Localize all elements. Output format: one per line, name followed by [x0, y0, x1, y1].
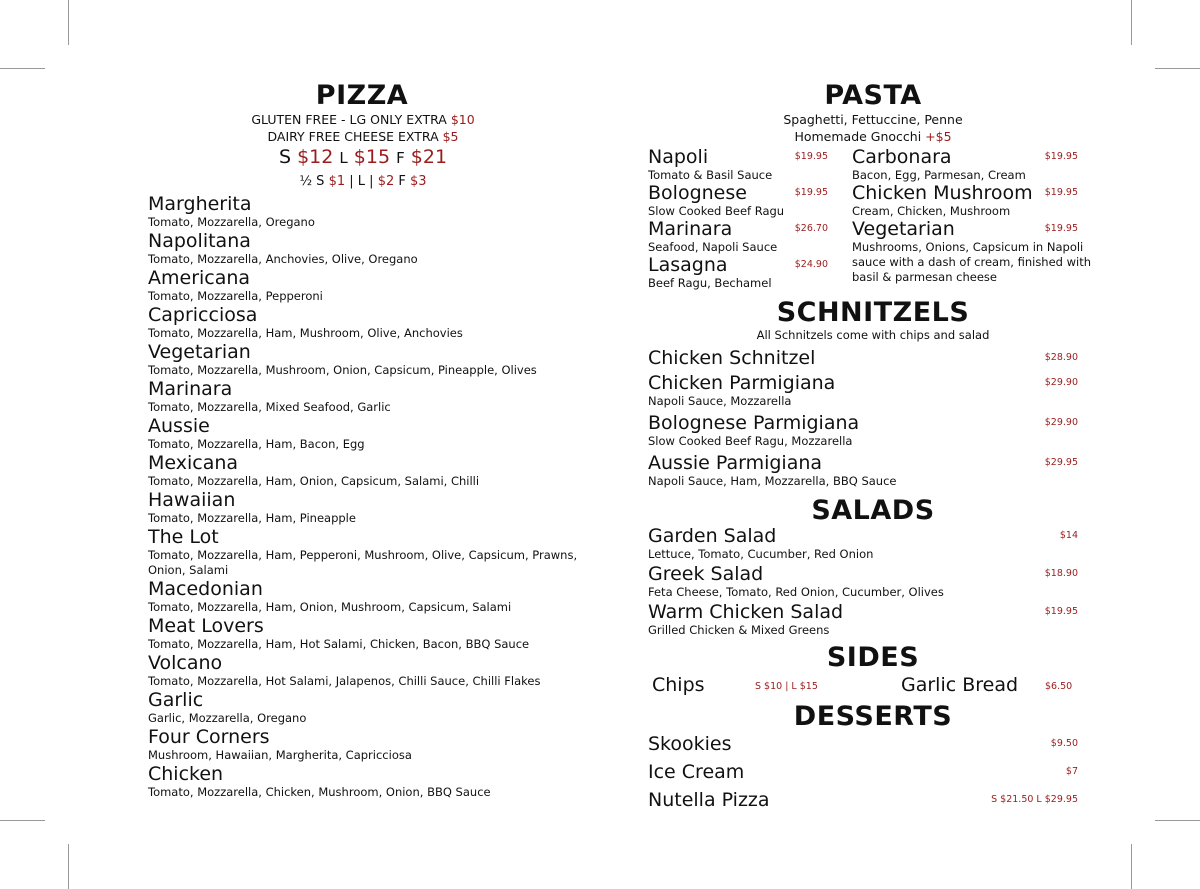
pasta-item	[648, 219, 828, 255]
item-price: $19.95	[1044, 606, 1078, 617]
item-name: Chicken Mushroom	[852, 182, 1033, 204]
pizza-section	[148, 80, 578, 800]
pasta-grid	[648, 147, 1098, 291]
item-description: Tomato, Mozzarella, Ham, Mushroom, Olive, Anchovies	[148, 326, 463, 340]
crop-mark	[1131, 844, 1132, 889]
pizza-item	[148, 194, 578, 230]
pizza-item	[148, 305, 578, 341]
chips-name: Chips	[652, 674, 705, 696]
schnitzels-subtitle: All Schnitzels come with chips and salad	[756, 328, 990, 342]
item-price: $14	[1059, 530, 1078, 541]
pasta-item	[648, 147, 828, 183]
dessert-item	[648, 734, 1078, 755]
item-description: Garlic, Mozzarella, Oregano	[148, 711, 307, 725]
item-description: Tomato, Mozzarella, Ham, Bacon, Egg	[148, 437, 365, 451]
item-price: $9.50	[1050, 738, 1078, 749]
item-price: $19.95	[1044, 151, 1078, 162]
item-description: Tomato, Mozzarella, Ham, Pineapple	[148, 511, 356, 525]
crop-mark	[0, 68, 45, 69]
pasta-subtitle: Spaghetti, Fettuccine, Penne	[783, 112, 963, 127]
item-name: Lasagna	[648, 254, 728, 276]
crop-mark	[0, 820, 45, 821]
item-description: Tomato, Mozzarella, Pepperoni	[148, 289, 323, 303]
item-name: Napolitana	[148, 230, 251, 252]
item-name: Chicken Parmigiana	[648, 372, 836, 394]
item-name: Garlic	[148, 689, 204, 711]
item-description: Tomato, Mozzarella, Anchovies, Olive, Oregano	[148, 252, 418, 266]
gluten-free-note: GLUTEN FREE - LG ONLY EXTRA $10	[251, 112, 475, 127]
pizza-item	[148, 727, 578, 763]
schnitzel-item	[648, 453, 1078, 489]
item-price: $19.95	[794, 187, 828, 198]
item-description: Slow Cooked Beef Ragu, Mozzarella	[648, 434, 853, 448]
item-name: The Lot	[148, 526, 219, 548]
item-description: Napoli Sauce, Ham, Mozzarella, BBQ Sauce	[648, 474, 897, 488]
dairy-free-note: DAIRY FREE CHEESE EXTRA $5	[267, 129, 459, 144]
pizza-item	[148, 416, 578, 452]
item-price: $29.90	[1044, 377, 1078, 388]
item-name: Marinara	[648, 218, 733, 240]
item-name: Napoli	[648, 146, 709, 168]
item-description: Tomato, Mozzarella, Mixed Seafood, Garlic	[148, 400, 391, 414]
crop-mark	[68, 844, 69, 889]
schnitzels-title: SCHNITZELS	[776, 297, 970, 328]
pizza-item	[148, 490, 578, 526]
item-name: Chicken	[148, 763, 224, 785]
pasta-item	[852, 219, 1098, 285]
item-description: Tomato, Mozzarella, Ham, Hot Salami, Chicken, Bacon, BBQ Sauce	[148, 637, 530, 651]
item-name: Aussie	[148, 415, 210, 437]
item-name: Margherita	[148, 193, 252, 215]
pizza-size-prices: S $12 L $15 F $21	[278, 146, 448, 168]
item-name: Skookies	[648, 733, 732, 755]
salad-item	[648, 564, 1078, 600]
item-name: Volcano	[148, 652, 223, 674]
item-name: Chicken Schnitzel	[648, 347, 816, 369]
dessert-item	[648, 762, 1078, 783]
salad-item	[648, 526, 1078, 562]
item-name: Nutella Pizza	[648, 789, 770, 811]
item-description: Feta Cheese, Tomato, Red Onion, Cucumber, Olives	[648, 585, 944, 599]
item-description: Grilled Chicken & Mixed Greens	[648, 623, 830, 637]
schnitzel-item	[648, 348, 1078, 369]
schnitzel-list	[648, 348, 1078, 489]
crop-mark	[1155, 820, 1200, 821]
item-price: $19.95	[794, 151, 828, 162]
item-name: Bolognese Parmigiana	[648, 412, 860, 434]
item-name: Vegetarian	[148, 341, 251, 363]
pizza-item	[148, 268, 578, 304]
item-price: $24.90	[794, 259, 828, 270]
item-name: Marinara	[148, 378, 233, 400]
desserts-title: DESSERTS	[793, 701, 953, 732]
item-description: Tomato, Mozzarella, Hot Salami, Jalapenos, Chilli Sauce, Chilli Flakes	[148, 674, 541, 688]
item-name: Bolognese	[648, 182, 747, 204]
pizza-item	[148, 527, 578, 578]
pizza-item	[148, 616, 578, 652]
item-description: Mushrooms, Onions, Capsicum in Napoli sauce with a dash of cream, finished with basil & parmesan cheese	[852, 240, 1092, 284]
garlic-bread-price: $6.50	[1045, 681, 1073, 692]
item-price: $29.90	[1044, 417, 1078, 428]
pasta-item	[852, 183, 1098, 219]
pasta-item	[648, 183, 828, 219]
pasta-left-list	[648, 147, 828, 291]
item-description: Lettuce, Tomato, Cucumber, Red Onion	[648, 547, 874, 561]
dessert-item	[648, 790, 1078, 811]
pizza-item	[148, 453, 578, 489]
pizza-item	[148, 231, 578, 267]
crop-mark	[68, 0, 69, 45]
pizza-item	[148, 342, 578, 378]
item-description: Tomato, Mozzarella, Ham, Onion, Mushroom, Capsicum, Salami	[148, 600, 512, 614]
item-name: Ice Cream	[648, 761, 745, 783]
item-description: Tomato, Mozzarella, Oregano	[148, 215, 315, 229]
sides-title: SIDES	[826, 642, 920, 673]
pizza-list	[148, 194, 578, 800]
pizza-item	[148, 690, 578, 726]
salad-list	[648, 526, 1078, 638]
salads-title: SALADS	[811, 495, 935, 526]
item-description: Mushroom, Hawaiian, Margherita, Capricciosa	[148, 748, 412, 762]
item-description: Slow Cooked Beef Ragu	[648, 204, 785, 218]
chips-price: S $10 | L $15	[755, 681, 818, 692]
schnitzel-item	[648, 413, 1078, 449]
item-name: Macedonian	[148, 578, 263, 600]
item-price: $28.90	[1044, 352, 1078, 363]
pasta-item	[852, 147, 1098, 183]
schnitzel-item	[648, 373, 1078, 409]
half-half-prices: ½ S $1 | L | $2 F $3	[299, 174, 427, 189]
item-price: $19.95	[1044, 187, 1078, 198]
item-price: $26.70	[794, 223, 828, 234]
garlic-bread-name: Garlic Bread	[901, 674, 1019, 696]
item-price: $7	[1065, 766, 1078, 777]
pizza-item	[148, 579, 578, 615]
item-name: Capricciosa	[148, 304, 258, 326]
item-name: Americana	[148, 267, 251, 289]
right-column	[648, 80, 1098, 811]
item-name: Greek Salad	[648, 563, 764, 585]
item-description: Tomato, Mozzarella, Ham, Pepperoni, Mushroom, Olive, Capsicum, Prawns, Onion, Salami	[148, 548, 578, 577]
dessert-list	[648, 734, 1078, 811]
item-name: Four Corners	[148, 726, 270, 748]
item-price: $18.90	[1044, 568, 1078, 579]
crop-mark	[1131, 0, 1132, 45]
item-name: Hawaiian	[148, 489, 236, 511]
item-description: Bacon, Egg, Parmesan, Cream	[852, 168, 1026, 182]
item-description: Seafood, Napoli Sauce	[648, 240, 778, 254]
item-name: Garden Salad	[648, 525, 777, 547]
item-price: S $21.50 L $29.95	[991, 794, 1078, 805]
pizza-title: PIZZA	[315, 80, 409, 111]
item-name: Aussie Parmigiana	[648, 452, 823, 474]
item-name: Mexicana	[148, 452, 239, 474]
item-description: Tomato, Mozzarella, Ham, Onion, Capsicum, Salami, Chilli	[148, 474, 480, 488]
pasta-right-list	[852, 147, 1098, 291]
pizza-item	[148, 653, 578, 689]
pizza-item	[148, 379, 578, 415]
item-name: Warm Chicken Salad	[648, 601, 844, 623]
crop-mark	[1155, 68, 1200, 69]
item-price: $29.95	[1044, 457, 1078, 468]
item-name: Meat Lovers	[148, 615, 264, 637]
pasta-title: PASTA	[824, 80, 922, 111]
item-description: Tomato & Basil Sauce	[648, 168, 773, 182]
pasta-item	[648, 255, 828, 291]
item-description: Napoli Sauce, Mozzarella	[648, 394, 792, 408]
item-price: $19.95	[1044, 223, 1078, 234]
salad-item	[648, 602, 1078, 638]
item-description: Tomato, Mozzarella, Chicken, Mushroom, Onion, BBQ Sauce	[148, 785, 491, 799]
item-name: Vegetarian	[852, 218, 955, 240]
sides-row	[648, 673, 1078, 699]
item-description: Cream, Chicken, Mushroom	[852, 204, 1011, 218]
pizza-item	[148, 764, 578, 800]
item-name: Carbonara	[852, 146, 952, 168]
item-description: Beef Ragu, Bechamel	[648, 276, 772, 290]
gnocchi-note: Homemade Gnocchi +$5	[794, 129, 952, 144]
item-description: Tomato, Mozzarella, Mushroom, Onion, Capsicum, Pineapple, Olives	[148, 363, 537, 377]
